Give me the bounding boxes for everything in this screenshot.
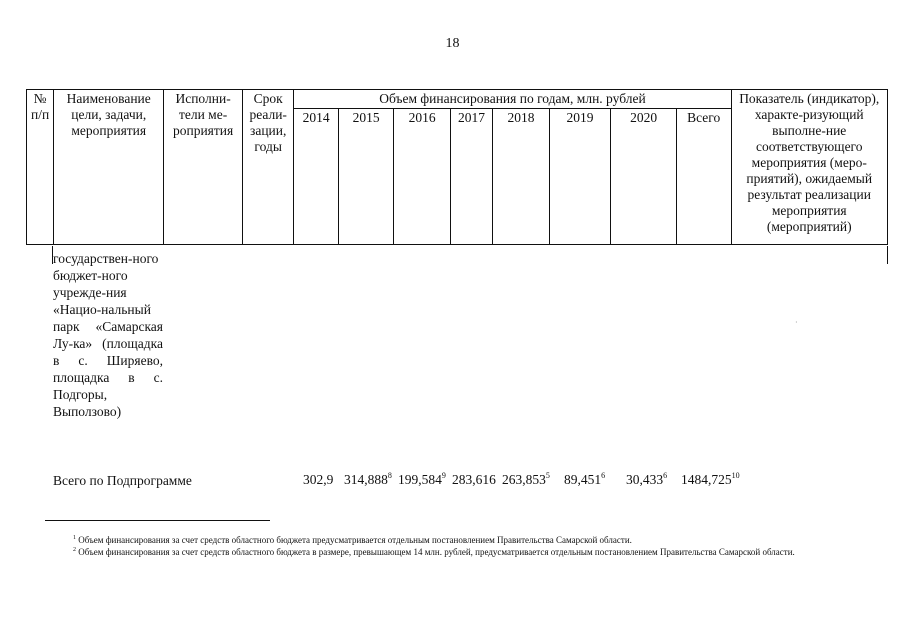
col-header-number: № п/п	[27, 90, 54, 245]
col-header-executors: Исполни-тели ме-роприятия	[164, 90, 243, 245]
footnotes	[45, 534, 880, 558]
year-2014: 2014	[294, 109, 338, 245]
year-2017: 2017	[450, 109, 492, 245]
scan-speck: ·	[795, 318, 798, 327]
col-header-indicator: Показатель (индикатор), характе-ризующий выполне-ние соответствующего мероприятия (меро-приятий), ожидаемый результат реализации мероприятия (мероприятий)	[731, 90, 888, 245]
footnote-1: $^1$ Объем финансирования за счет средств областного бюджета предусматривается отдельным постановлением Правительства Самарской области.	[73, 535, 632, 545]
total-value-2019: 89,451$^6$	[564, 471, 606, 487]
continuation-text: государствен-ного бюджет-ного учрежде-ния «Нацио-нальный парк «Самарская Лу-ка» (площадка в с. Ширяево, площадка в с. Подгоры, Выползово)	[53, 251, 163, 419]
year-2020: 2020	[611, 109, 677, 245]
year-2016: 2016	[394, 109, 451, 245]
total-value-2015: 314,888$^8$	[344, 471, 392, 487]
column-divider	[887, 246, 888, 264]
total-value-2016: 199,584$^9$	[398, 471, 446, 487]
footnote-separator	[45, 520, 270, 521]
total-value-2018: 263,853$^5$	[502, 471, 550, 487]
financing-table	[26, 89, 888, 245]
col-header-financing: Объем финансирования по годам, млн. рублей	[294, 90, 731, 109]
header-row	[27, 90, 888, 109]
total-value-all: 1484,725$^{10}$	[681, 471, 740, 487]
total-value-2014: 302,9	[303, 472, 334, 487]
total-label: Всего по Подпрограмме	[53, 473, 192, 488]
total-value-2020: 30,433$^6$	[626, 471, 668, 487]
year-2019: 2019	[549, 109, 611, 245]
footnote-2: $^2$ Объем финансирования за счет средств областного бюджета в размере, превышающем 14 млн. рублей, предусматривается отдельным постановлением Правительства Самарской области.	[73, 547, 795, 557]
year-total: Всего	[676, 109, 731, 245]
year-2018: 2018	[493, 109, 550, 245]
col-header-name: Наименование цели, задачи, мероприятия	[54, 90, 164, 245]
year-2015: 2015	[338, 109, 394, 245]
col-header-term: Срок реали-зации, годы	[242, 90, 293, 245]
page-number: 18	[445, 36, 460, 51]
total-value-2017: 283,616	[452, 472, 496, 487]
